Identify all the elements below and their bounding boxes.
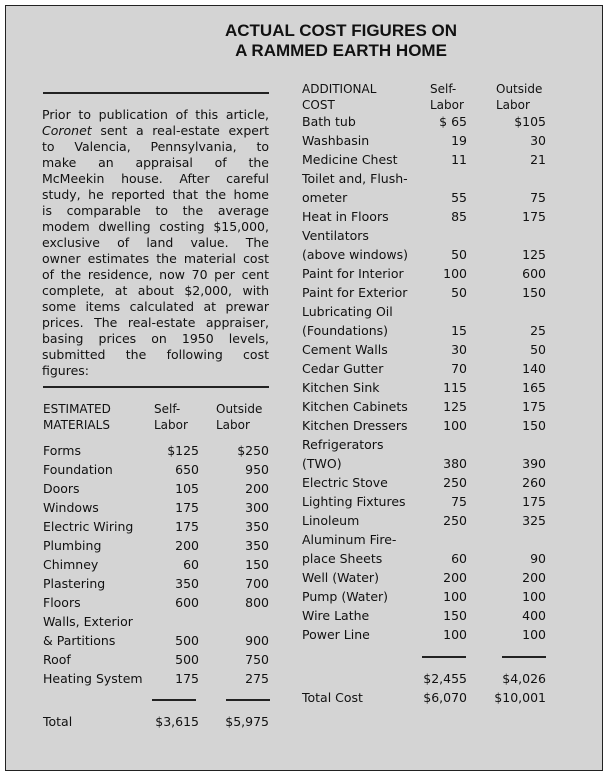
self-labor-value: 200 [175,538,199,553]
estimated-self-sum-rule [152,699,196,701]
self-labor-value: 175 [175,500,199,515]
self-labor-value: 175 [175,519,199,534]
self-labor-value: 55 [451,190,467,205]
row-label: Pump (Water) [302,589,389,604]
additional-row [302,340,546,359]
intro-bottom-rule [43,386,269,388]
intro-line: exclusive of land value. The [42,235,269,250]
self-labor-value: 350 [175,576,199,591]
additional-header-outside: Outside Labor [496,82,543,112]
estimated-header-self: Self- Labor [154,402,188,432]
outside-labor-value: $10,001 [494,690,546,705]
self-labor-value: 500 [175,652,199,667]
self-labor-value: 100 [443,266,467,281]
intro-line: prices. The real-estate appraiser, [42,315,269,330]
row-label: Floors [43,595,81,610]
additional-row [302,568,546,587]
outside-labor-value: 950 [245,462,269,477]
row-label: Wire Lathe [302,608,370,623]
estimated-total-row [43,712,269,731]
self-labor-value: 100 [443,418,467,433]
row-label: Electric Stove [302,475,388,490]
estimated-row [43,574,269,593]
additional-row [302,359,546,378]
row-label: Plumbing [43,538,102,553]
row-label: Paint for Interior [302,266,404,281]
row-label: Forms [43,443,82,458]
intro-line: modem dwelling costing $15,000, [42,219,269,234]
outside-labor-value: 125 [522,247,546,262]
self-labor-value: 600 [175,595,199,610]
self-labor-value: 250 [443,475,467,490]
outside-labor-value: 150 [522,418,546,433]
outside-labor-value: 600 [522,266,546,281]
row-label: Walls, Exterior [43,614,133,629]
row-label: Heat in Floors [302,209,389,224]
outside-labor-value: 325 [522,513,546,528]
intro-top-rule [43,92,269,94]
intro-line: complete, at about $2,000, with [42,283,269,298]
row-label: Plastering [43,576,106,591]
row-label: ometer [302,190,348,205]
estimated-row [43,593,269,612]
row-label: Electric Wiring [43,519,134,534]
self-labor-value: $ 65 [439,114,467,129]
estimated-outside-sum-rule [226,699,270,701]
additional-row [302,416,546,435]
row-label: Ventilators [302,228,369,243]
additional-row [302,473,546,492]
self-labor-value: 60 [451,551,467,566]
outside-labor-value: 90 [530,551,546,566]
additional-subtotal-row [302,669,546,688]
estimated-row [43,536,269,555]
outside-labor-value: 400 [522,608,546,623]
outside-labor-value: 100 [522,589,546,604]
additional-row [302,549,546,568]
row-label: Kitchen Sink [302,380,380,395]
outside-labor-value: 100 [522,627,546,642]
outside-labor-value: 50 [530,342,546,357]
additional-row [302,454,546,473]
outside-labor-value: 275 [245,671,269,686]
row-label: Total Cost [302,690,363,705]
additional-row [302,587,546,606]
outside-labor-value: 800 [245,595,269,610]
additional-row [302,397,546,416]
self-labor-value: $2,455 [423,671,467,686]
row-label: Medicine Chest [302,152,398,167]
estimated-row [43,612,269,631]
additional-total-row [302,688,546,707]
outside-labor-value: $105 [514,114,546,129]
row-label: Well (Water) [302,570,379,585]
self-labor-value: 30 [451,342,467,357]
additional-row [302,435,546,454]
self-labor-value: 70 [451,361,467,376]
self-labor-value: $3,615 [155,714,199,729]
self-labor-value: 200 [443,570,467,585]
self-labor-value: 650 [175,462,199,477]
outside-labor-value: 200 [245,481,269,496]
row-label: Total [43,714,73,729]
row-label: Kitchen Cabinets [302,399,408,414]
self-labor-value: 50 [451,247,467,262]
row-label: Windows [43,500,99,515]
additional-row [302,245,546,264]
row-label: Lubricating Oil [302,304,393,319]
additional-row [302,321,546,340]
self-labor-value: 100 [443,589,467,604]
additional-row [302,283,546,302]
self-labor-value: $125 [167,443,199,458]
outside-labor-value: 260 [522,475,546,490]
self-labor-value: 125 [443,399,467,414]
estimated-row [43,650,269,669]
row-label: Kitchen Dressers [302,418,408,433]
intro-line: basing prices on 1950 levels, [42,331,269,346]
self-labor-value: 500 [175,633,199,648]
estimated-row [43,555,269,574]
row-label: Toilet and, Flush- [302,171,408,186]
self-labor-value: 150 [443,608,467,623]
outside-labor-value: 150 [522,285,546,300]
additional-header-self: Self- Labor [430,82,464,112]
intro-line: owner estimates the material cost [42,251,269,266]
additional-self-sum-rule [422,656,466,658]
self-labor-value: 105 [175,481,199,496]
outside-labor-value: 75 [530,190,546,205]
row-label: Cement Walls [302,342,388,357]
self-labor-value: 50 [451,285,467,300]
estimated-header-label: ESTIMATED MATERIALS [43,402,111,432]
intro-line: McMeekin house. After careful [42,171,269,186]
intro-line: Coronet sent a real-estate expert [42,123,269,138]
intro-line: submitted the following cost [42,347,269,362]
row-label: Chimney [43,557,99,572]
outside-labor-value: 165 [522,380,546,395]
self-labor-value: 15 [451,323,467,338]
row-label: Refrigerators [302,437,384,452]
additional-row [302,492,546,511]
row-label: Bath tub [302,114,356,129]
intro-line: figures: [42,363,90,378]
outside-labor-value: 350 [245,519,269,534]
additional-outside-sum-rule [502,656,546,658]
estimated-row [43,441,269,460]
estimated-row [43,669,269,688]
self-labor-value: $6,070 [423,690,467,705]
estimated-row [43,479,269,498]
outside-labor-value: 700 [245,576,269,591]
additional-row [302,207,546,226]
additional-row [302,150,546,169]
estimated-row [43,517,269,536]
additional-row [302,511,546,530]
self-labor-value: 380 [443,456,467,471]
estimated-row [43,498,269,517]
outside-labor-value: 350 [245,538,269,553]
intro-paragraph [42,107,269,379]
row-label: Roof [43,652,71,667]
outside-labor-value: 175 [522,209,546,224]
title-line-1: ACTUAL COST FIGURES ON [224,21,458,40]
self-labor-value: 19 [451,133,467,148]
row-label: Paint for Exterior [302,285,408,300]
cost-figures-panel [5,5,603,771]
intro-line: of the residence, now 70 per cent [42,267,269,282]
row-label: (Foundations) [302,323,389,338]
row-label: Doors [43,481,80,496]
outside-labor-value: 390 [522,456,546,471]
self-labor-value: 75 [451,494,467,509]
outside-labor-value: 140 [522,361,546,376]
outside-labor-value: 150 [245,557,269,572]
row-label: (above windows) [302,247,408,262]
outside-labor-value: 30 [530,133,546,148]
estimated-row [43,460,269,479]
additional-row [302,264,546,283]
row-label: Linoleum [302,513,360,528]
outside-labor-value: 900 [245,633,269,648]
additional-row [302,378,546,397]
additional-row [302,188,546,207]
additional-row [302,112,546,131]
outside-labor-value: 175 [522,399,546,414]
intro-line: some items calculated at prewar [42,299,269,314]
outside-labor-value: $5,975 [225,714,269,729]
additional-row [302,625,546,644]
estimated-header-outside: Outside Labor [216,402,263,432]
outside-labor-value: $250 [237,443,269,458]
self-labor-value: 115 [443,380,467,395]
row-label: (TWO) [302,456,342,471]
estimated-row [43,631,269,650]
row-label: Aluminum Fire- [302,532,397,547]
intro-line: Prior to publication of this article, [42,107,269,122]
row-label: Power Line [302,627,370,642]
intro-line: study, he reported that the home [42,187,269,202]
additional-row [302,302,546,321]
row-label: & Partitions [43,633,116,648]
additional-row [302,131,546,150]
outside-labor-value: 300 [245,500,269,515]
self-labor-value: 85 [451,209,467,224]
outside-labor-value: 21 [530,152,546,167]
intro-line: to Valencia, Pennsylvania, to [42,139,269,154]
outside-labor-value: 175 [522,494,546,509]
row-label: Foundation [43,462,113,477]
self-labor-value: 100 [443,627,467,642]
additional-row [302,226,546,245]
outside-labor-value: 750 [245,652,269,667]
row-label: Lighting Fixtures [302,494,406,509]
additional-row [302,530,546,549]
additional-header-label: ADDITIONAL COST [302,82,377,112]
outside-labor-value: 25 [530,323,546,338]
row-label: Washbasin [302,133,370,148]
additional-row [302,606,546,625]
row-label: Heating System [43,671,143,686]
self-labor-value: 250 [443,513,467,528]
additional-row [302,169,546,188]
self-labor-value: 175 [175,671,199,686]
self-labor-value: 60 [183,557,199,572]
outside-labor-value: 200 [522,570,546,585]
row-label: place Sheets [302,551,383,566]
row-label: Cedar Gutter [302,361,384,376]
intro-line: is comparable to the average [42,203,269,218]
title-line-2: A RAMMED EARTH HOME [235,41,447,60]
self-labor-value: 11 [451,152,467,167]
intro-line: make an appraisal of the [42,155,269,170]
outside-labor-value: $4,026 [502,671,546,686]
